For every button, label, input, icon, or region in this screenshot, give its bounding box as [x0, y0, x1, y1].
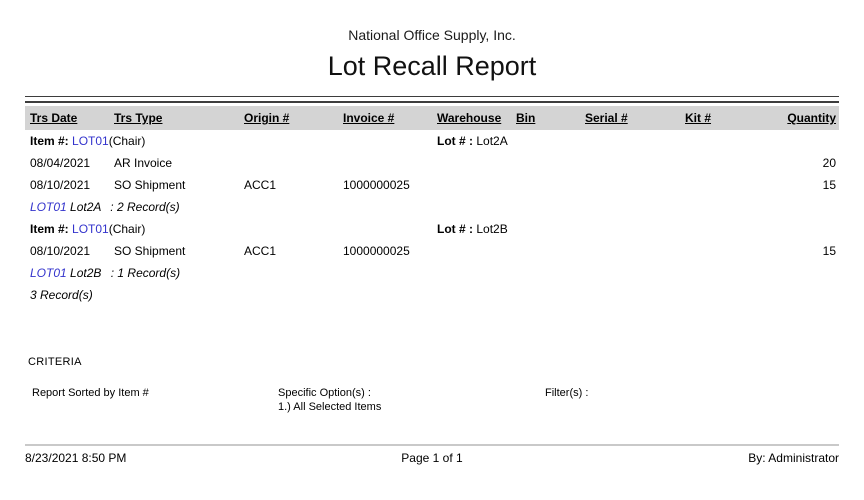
item-group-header: [25, 218, 839, 240]
column-header-quantity: Quantity: [787, 111, 836, 125]
column-header-trs-type: Trs Type: [114, 111, 163, 125]
column-header-trs-date: Trs Date: [30, 111, 78, 125]
column-header-origin: Origin #: [244, 111, 290, 125]
cell-invoice: 1000000025: [343, 178, 410, 192]
cell-trs-type: SO Shipment: [114, 178, 186, 192]
lot-subtotal-row: [25, 262, 839, 284]
footer-divider: [25, 444, 839, 446]
subtotal-item-code-link[interactable]: LOT01: [30, 266, 67, 280]
lot-number-value: Lot2A: [476, 134, 508, 148]
cell-quantity: 20: [822, 156, 836, 170]
table-row: [25, 152, 839, 174]
report-title: Lot Recall Report: [327, 51, 537, 81]
criteria-sorted-by: Report Sorted by Item #: [32, 387, 149, 399]
cell-trs-type: SO Shipment: [114, 244, 186, 258]
footer-page-number: Page 1 of 1: [401, 451, 463, 465]
cell-origin: ACC1: [244, 178, 277, 192]
table-header-row: [25, 106, 839, 130]
table-row: [25, 240, 839, 262]
cell-trs-type: AR Invoice: [114, 156, 173, 170]
column-header-bin: Bin: [516, 111, 536, 125]
item-code-link[interactable]: LOT01: [72, 134, 109, 148]
column-header-serial: Serial #: [585, 111, 628, 125]
lot-number-value: Lot2B: [476, 222, 508, 236]
subtotal-item-code-link[interactable]: LOT01: [30, 200, 67, 214]
subtotal-record-count: : 2 Record(s): [110, 200, 180, 214]
lot-number-label: Lot # :: [437, 222, 473, 236]
subtotal-lot: Lot2B: [70, 266, 102, 280]
item-description: (Chair): [108, 222, 146, 236]
footer-generated-by: By: Administrator: [748, 451, 839, 465]
criteria-heading: CRITERIA: [28, 356, 82, 368]
column-header-invoice: Invoice #: [343, 111, 395, 125]
item-group-header: [25, 130, 839, 152]
cell-origin: ACC1: [244, 244, 277, 258]
report-total-row: [25, 284, 839, 306]
lot-number-label: Lot # :: [437, 134, 473, 148]
table-row: [25, 174, 839, 196]
cell-trs-date: 08/10/2021: [30, 244, 91, 258]
item-code-link[interactable]: LOT01: [72, 222, 109, 236]
cell-quantity: 15: [822, 244, 836, 258]
cell-invoice: 1000000025: [343, 244, 410, 258]
footer-datetime: 8/23/2021 8:50 PM: [25, 451, 127, 465]
criteria-specific-options-label: Specific Option(s) :: [278, 387, 371, 399]
cell-trs-date: 08/10/2021: [30, 178, 91, 192]
item-number-label: Item #:: [30, 134, 69, 148]
title-divider-thick: [25, 101, 839, 103]
criteria-filters-label: Filter(s) :: [545, 387, 589, 399]
cell-quantity: 15: [822, 178, 836, 192]
column-header-warehouse: Warehouse: [437, 111, 502, 125]
item-description: (Chair): [108, 134, 146, 148]
column-header-kit: Kit #: [685, 111, 712, 125]
item-number-label: Item #:: [30, 222, 69, 236]
company-name: National Office Supply, Inc.: [348, 27, 516, 43]
lot-subtotal-row: [25, 196, 839, 218]
report-body: [25, 130, 839, 306]
total-record-count: 3 Record(s): [30, 288, 93, 302]
cell-trs-date: 08/04/2021: [30, 156, 91, 170]
subtotal-record-count: : 1 Record(s): [110, 266, 181, 280]
criteria-specific-options-value: 1.) All Selected Items: [278, 401, 382, 413]
title-divider-thin: [25, 96, 839, 97]
subtotal-lot: Lot2A: [70, 200, 101, 214]
